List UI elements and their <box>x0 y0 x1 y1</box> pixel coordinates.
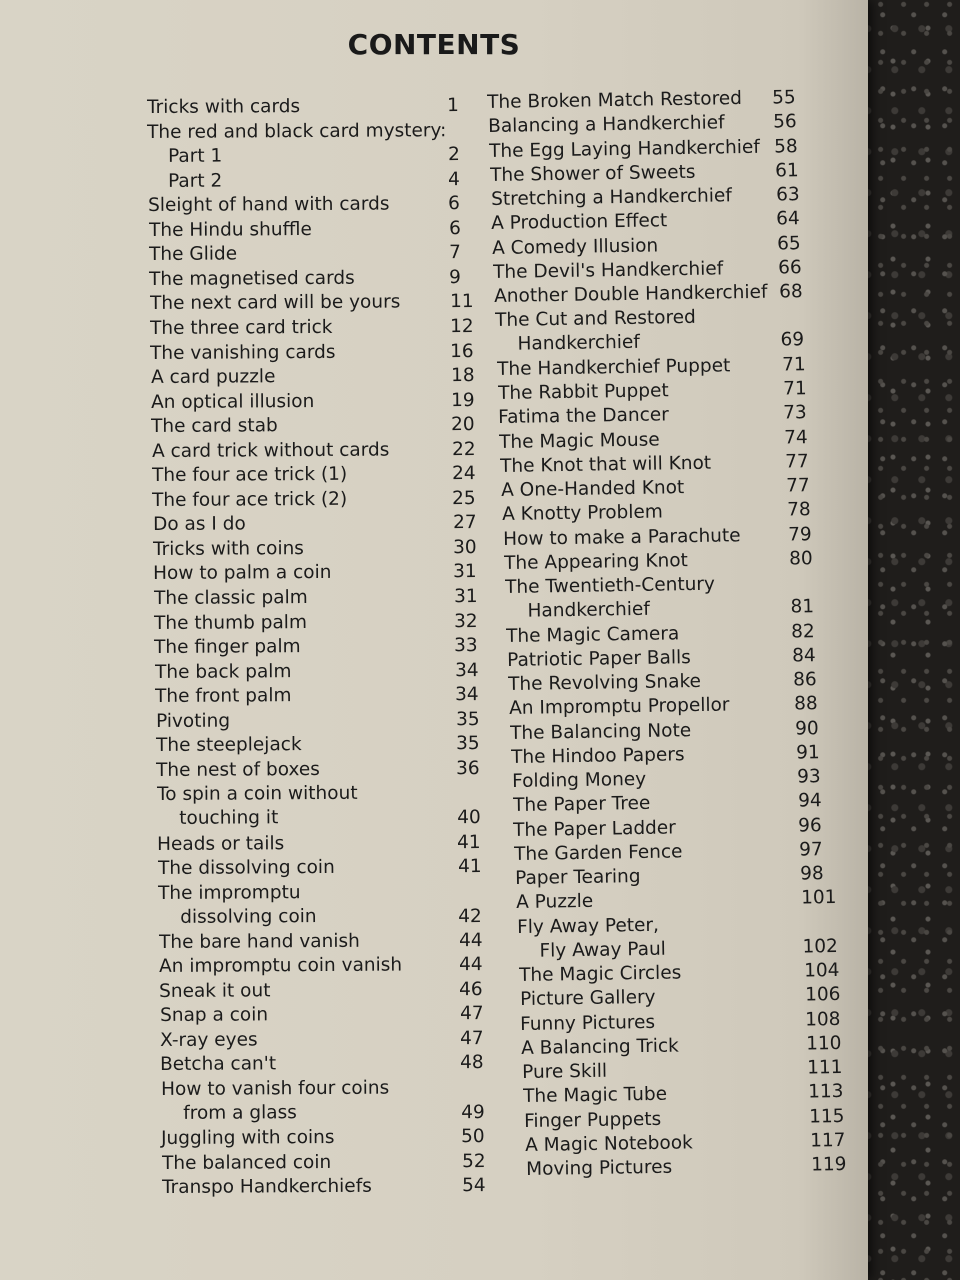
entry-title: The Hindoo Papers <box>510 744 685 768</box>
entry-title: Paper Tearing <box>515 866 641 889</box>
entry-page-number: 16 <box>450 340 475 362</box>
entry-page-number: 111 <box>807 1056 843 1079</box>
entry-page-number: 74 <box>784 426 809 449</box>
entry-page-number: 11 <box>449 291 474 313</box>
entry-title: Part 2 <box>168 170 223 192</box>
entry-title: Funny Pictures <box>520 1011 656 1035</box>
entry-page-number: 110 <box>806 1032 842 1055</box>
entry-page-number: 66 <box>778 256 802 279</box>
entry-title-continued: Handkerchief <box>517 331 640 355</box>
entry-title: The Magic Circles <box>518 962 682 986</box>
entry-title: Juggling with coins <box>161 1127 335 1150</box>
entry-page-number: 56 <box>772 111 797 133</box>
entry-page-number: 30 <box>453 536 477 559</box>
entry-page-number: 61 <box>774 159 799 182</box>
entry-page-number: 7 <box>449 242 461 264</box>
entry-page-number: 104 <box>803 959 840 982</box>
entry-title: The bare hand vanish <box>158 930 360 953</box>
entry-page-number: 78 <box>786 499 811 521</box>
entry-page-number: 25 <box>452 487 477 509</box>
entry-page-number: 81 <box>789 596 814 618</box>
entry-title: The Magic Tube <box>523 1083 668 1108</box>
entry-page-number: 41 <box>457 856 482 878</box>
entry-page-number: 64 <box>776 208 801 230</box>
entry-title: The balanced coin <box>161 1151 331 1174</box>
entry-page-number: 2 <box>447 144 460 166</box>
entry-title: The Egg Laying Handkerchief <box>488 136 760 162</box>
entry-title: The Appearing Knot <box>503 549 688 574</box>
entry-title: A card puzzle <box>150 366 276 389</box>
entry-title: The Devil's Handkerchief <box>493 258 724 283</box>
entry-title: An optical illusion <box>151 390 315 413</box>
entry-title: The Magic Mouse <box>499 428 661 453</box>
entry-page-number: 4 <box>448 168 460 190</box>
entry-title: An Impromptu Propellor <box>509 694 730 720</box>
entry-title: The front palm <box>155 685 292 708</box>
entry-page-number: 94 <box>797 790 822 812</box>
entry-title: A Balancing Trick <box>521 1035 680 1059</box>
entry-page-number: 35 <box>455 733 480 755</box>
entry-title-continued: touching it <box>178 807 278 830</box>
entry-title: Balancing a Handkerchief <box>487 112 725 138</box>
entry-page-number: 46 <box>459 978 483 1000</box>
entry-title: A Production Effect <box>491 210 668 235</box>
entry-page-number: 34 <box>454 659 479 681</box>
entry-title: How to vanish four coins <box>160 1077 389 1100</box>
entry-title: The thumb palm <box>154 611 308 634</box>
entry-title: Fatima the Dancer <box>498 404 670 429</box>
entry-title: Fly Away Peter, <box>516 914 660 938</box>
entry-page-number: 54 <box>461 1175 486 1197</box>
entry-page-number: 42 <box>458 905 482 927</box>
entry-page-number: 47 <box>459 1027 484 1050</box>
entry-title: The three card trick <box>150 316 333 339</box>
entry-page-number: 36 <box>456 757 480 780</box>
entry-page-number: 49 <box>460 1101 485 1123</box>
entry-title: The Hindu shuffle <box>148 218 312 241</box>
entry-title: Another Double Handkerchief <box>494 281 768 307</box>
entry-title-continued: Handkerchief <box>526 598 650 622</box>
entry-title: The Glide <box>149 243 238 266</box>
entry-page-number: 41 <box>457 831 481 853</box>
entry-title: The vanishing cards <box>150 341 336 364</box>
entry-title: Stretching a Handkerchief <box>490 185 732 210</box>
entry-title: Finger Puppets <box>523 1108 662 1132</box>
entry-page-number: 69 <box>780 329 805 352</box>
entry-page-number: 63 <box>775 184 800 206</box>
entry-title: The Balancing Note <box>509 719 692 744</box>
entry-page-number: 77 <box>785 450 810 473</box>
entry-page-number: 47 <box>459 1003 484 1025</box>
entry-title: Snap a coin <box>159 1004 268 1027</box>
entry-title: A Puzzle <box>516 891 594 914</box>
entry-title: The Broken Match Restored <box>487 87 743 113</box>
entry-title: The Shower of Sweets <box>489 161 696 186</box>
entry-page-number: 44 <box>458 929 483 951</box>
entry-title: The next card will be yours <box>149 291 401 315</box>
entry-title: The four ace trick (1) <box>152 464 348 487</box>
entry-page-number: 71 <box>781 353 806 376</box>
entry-title: Pure Skill <box>522 1060 608 1083</box>
entry-page-number: 106 <box>804 984 841 1006</box>
entry-title: The classic palm <box>153 587 308 609</box>
entry-page-number: 33 <box>454 635 479 657</box>
entry-page-number: 113 <box>808 1081 844 1103</box>
entry-page-number: 31 <box>453 561 478 583</box>
entry-page-number: 18 <box>450 365 475 387</box>
entry-page-number: 73 <box>783 402 808 424</box>
entry-title: The steeplejack <box>155 734 302 757</box>
entry-title: Patriotic Paper Balls <box>507 646 692 671</box>
entry-title-continued: dissolving coin <box>180 905 317 928</box>
entry-page-number: 98 <box>800 863 824 885</box>
entry-title: Transpo Handkerchiefs <box>161 1175 372 1199</box>
entry-title: The Knot that will Knot <box>500 452 712 477</box>
entry-title: Pivoting <box>155 710 230 732</box>
entry-page-number: 88 <box>793 693 818 715</box>
entry-page-number: 96 <box>798 814 823 837</box>
entry-title: Sleight of hand with cards <box>148 193 390 217</box>
entry-page-number: 20 <box>451 414 476 436</box>
entry-title: The impromptu <box>157 881 301 904</box>
entry-title: Heads or tails <box>157 832 285 855</box>
entry-title: The magnetised cards <box>149 267 356 290</box>
entry-page-number: 6 <box>448 217 461 239</box>
entry-page-number: 40 <box>456 806 481 829</box>
entry-page-number: 117 <box>809 1129 846 1152</box>
entry-title: Part 1 <box>167 145 222 167</box>
entry-title: The Paper Ladder <box>513 816 677 841</box>
entry-page-number: 31 <box>453 586 478 608</box>
entry-page-number: 91 <box>795 741 820 764</box>
entry-title: A Magic Notebook <box>524 1132 693 1156</box>
entry-title: The back palm <box>154 660 292 683</box>
entry-title: Tricks with coins <box>153 537 305 560</box>
entry-title: Folding Money <box>511 768 646 792</box>
entry-page-number: 65 <box>777 232 802 255</box>
entry-page-number: 44 <box>458 954 483 976</box>
entry-page-number: 86 <box>793 669 817 691</box>
entry-title: The red and black card mystery: <box>147 119 447 143</box>
entry-title: The card stab <box>151 415 279 438</box>
entry-page-number: 22 <box>451 438 476 460</box>
entry-page-number: 79 <box>787 523 812 546</box>
entry-title: A One-Handed Knot <box>501 477 685 501</box>
entry-page-number: 80 <box>788 547 813 570</box>
entry-title: The Magic Camera <box>506 622 680 647</box>
entry-page-number: 102 <box>802 935 838 958</box>
entry-page-number: 1 <box>446 95 459 117</box>
entry-page-number: 34 <box>455 684 479 706</box>
page-title: CONTENTS <box>347 28 521 61</box>
entry-page-number: 115 <box>808 1105 845 1128</box>
entry-title: A Comedy Illusion <box>492 234 659 259</box>
entry-title: The Cut and Restored <box>494 307 696 332</box>
entry-page-number: 12 <box>450 315 474 338</box>
entry-title: X-ray eyes <box>159 1029 258 1051</box>
entry-page-number: 58 <box>773 135 798 158</box>
entry-title: The Handkerchief Puppet <box>496 355 731 380</box>
entry-title: To spin a coin without <box>156 783 358 806</box>
entry-page-number: 71 <box>782 378 807 400</box>
entry-title: The four ace trick (2) <box>152 488 348 511</box>
entry-page-number: 119 <box>810 1153 847 1176</box>
entry-title: Betcha can't <box>160 1053 277 1076</box>
entry-page-number: 52 <box>461 1150 486 1172</box>
entry-page-number: 68 <box>778 281 803 303</box>
entry-title: Picture Gallery <box>519 987 656 1011</box>
entry-title: The nest of boxes <box>156 758 321 781</box>
entry-page-number: 97 <box>799 838 824 861</box>
entry-title: How to make a Parachute <box>502 524 741 550</box>
entry-title: The dissolving coin <box>157 856 335 880</box>
entry-page-number: 35 <box>455 708 480 730</box>
entry-page-number: 27 <box>452 512 477 534</box>
entry-page-number: 6 <box>448 193 461 215</box>
entry-title: The Paper Tree <box>512 793 650 817</box>
entry-title: The Garden Fence <box>514 841 683 865</box>
entry-page-number: 93 <box>796 766 821 788</box>
entry-page-number: 50 <box>461 1126 485 1148</box>
entry-page-number: 19 <box>451 389 475 411</box>
entry-page-number: 90 <box>794 717 819 740</box>
entry-page-number: 108 <box>805 1008 842 1031</box>
entry-page-number: 48 <box>460 1052 484 1074</box>
entry-page-number: 9 <box>449 266 462 289</box>
entry-title: A Knotty Problem <box>501 501 663 526</box>
entry-title: An impromptu coin vanish <box>158 954 403 978</box>
entry-page-number: 101 <box>800 887 837 909</box>
entry-title: Sneak it out <box>159 980 271 1002</box>
entry-title: The finger palm <box>154 636 302 659</box>
entry-title: A card trick without cards <box>151 439 390 462</box>
entry-page-number: 55 <box>771 87 796 109</box>
entry-title: How to palm a coin <box>153 562 332 585</box>
entry-title: The Twentieth-Century <box>504 573 715 598</box>
entry-page-number: 82 <box>791 620 816 643</box>
entry-title: The Revolving Snake <box>508 670 702 695</box>
entry-page-number: 77 <box>786 475 810 497</box>
entry-page-number: 32 <box>454 610 478 632</box>
entry-page-number: 24 <box>452 463 476 485</box>
entry-title: The Rabbit Puppet <box>497 380 669 404</box>
entry-title-continued: from a glass <box>182 1102 297 1124</box>
entry-title: Moving Pictures <box>525 1156 673 1180</box>
entry-title: Do as I do <box>152 513 246 536</box>
entry-title-continued: Fly Away Paul <box>539 938 666 962</box>
entry-title: Tricks with cards <box>147 96 301 118</box>
entry-page-number: 84 <box>792 644 817 667</box>
